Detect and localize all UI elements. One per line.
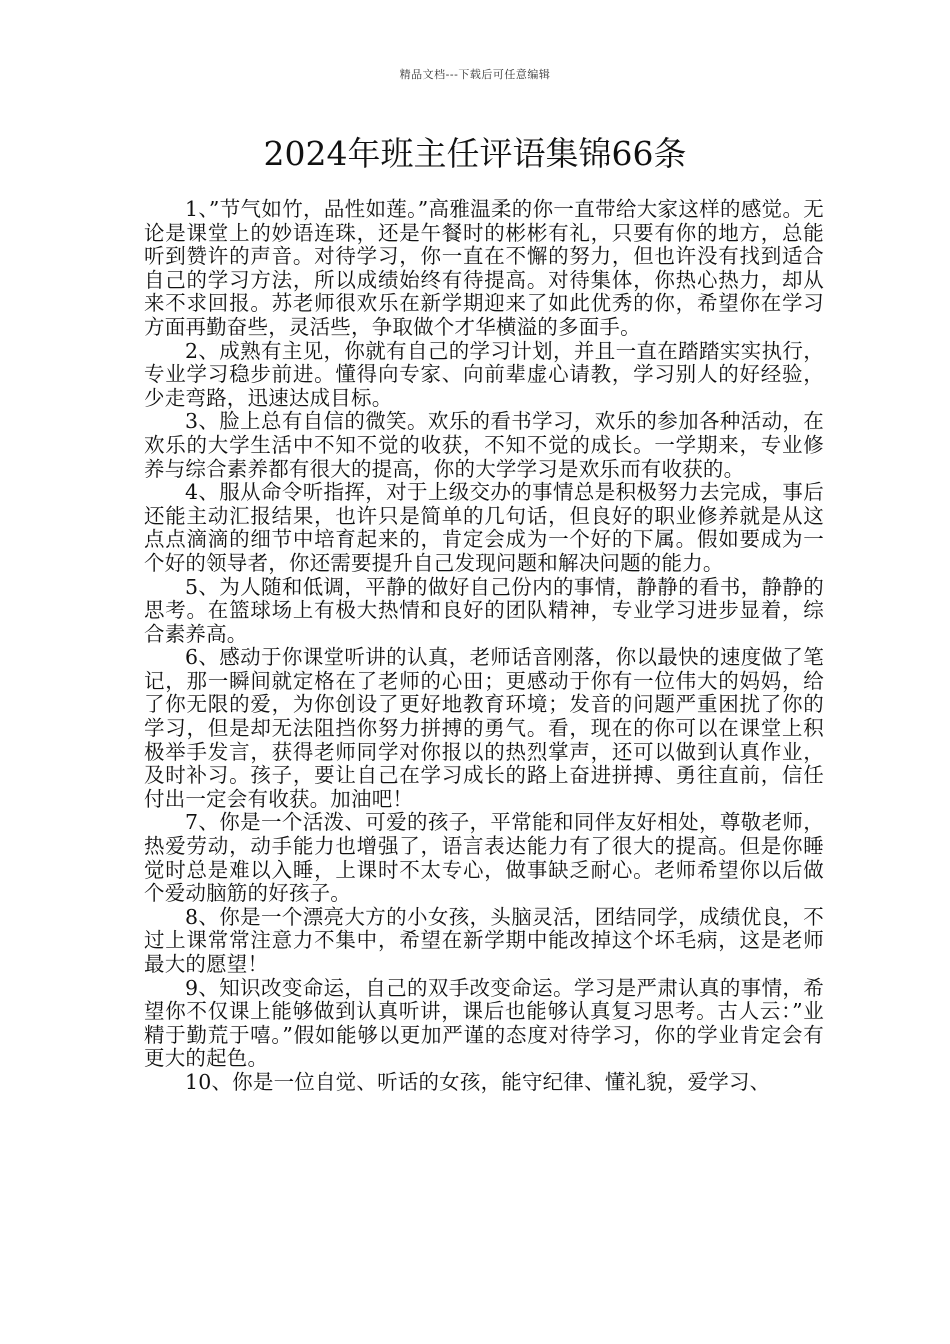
comment-paragraph-7: 7、你是一个活泼、可爱的孩子，平常能和同伴友好相处，尊敬老师，热爱劳动，动手能力也增强了，语言表达能力有了很大的提高。但是你睡觉时总是难以入睡，上课时不太专心，做事缺乏耐心。老师希望你以后做个爱动脑筋的好孩子。 [144, 810, 824, 906]
comment-paragraph-5: 5、为人随和低调，平静的做好自己份内的事情，静静的看书，静静的思考。在篮球场上有极大热情和良好的团队精神，专业学习进步显着，综合素养高。 [144, 574, 824, 646]
document-title: 2024年班主任评语集锦66条 [263, 134, 687, 173]
comment-paragraph-8: 8、你是一个漂亮大方的小女孩，头脑灵活，团结同学，成绩优良，不过上课常常注意力不集中，希望在新学期中能改掉这个坏毛病，这是老师最大的愿望！ [144, 904, 824, 976]
comment-paragraph-2: 2、成熟有主见，你就有自己的学习计划，并且一直在踏踏实实执行，专业学习稳步前进。懂得向专家、向前辈虚心请教，学习别人的好经验，少走弯路，迅速达成目标。 [144, 338, 824, 410]
header-note: 精品文档---下载后可任意编辑 [399, 68, 551, 81]
comment-paragraph-3: 3、脸上总有自信的微笑。欢乐的看书学习，欢乐的参加各种活动，在欢乐的大学生活中不知不觉的收获，不知不觉的成长。一学期来，专业修养与综合素养都有很大的提高，你的大学学习是欢乐而有收获的。 [144, 409, 824, 481]
comment-paragraph-1: 1、”节气如竹，品性如莲。”高雅温柔的你一直带给大家这样的感觉。无论是课堂上的妙语连珠，还是午餐时的彬彬有礼，只要有你的地方，总能听到赞许的声音。对待学习，你一直在不懈的努力，但也许没有找到适合自己的学习方法，所以成绩始终有待提高。对待集体，你热心热力，却从来不求回报。苏老师很欢乐在新学期迎来了如此优秀的你，希望你在学习方面再勤奋些，灵活些，争取做个才华横溢的多面手。 [144, 197, 824, 339]
comment-paragraph-9: 9、知识改变命运，自己的双手改变命运。学习是严肃认真的事情，希望你不仅课上能够做到认真听讲，课后也能够认真复习思考。古人云：”业精于勤荒于嘻。”假如能够以更加严谨的态度对待学习，你的学业肯定会有更大的起色。 [144, 975, 824, 1071]
comment-paragraph-6: 6、感动于你课堂听讲的认真，老师话音刚落，你以最快的速度做了笔记，那一瞬间就定格在了老师的心田；更感动于你有一位伟大的妈妈，给了你无限的爱，为你创设了更好地教育环境；发音的问题严重困扰了你的学习，但是却无法阻挡你努力拼搏的勇气。看，现在的你可以在课堂上积极举手发言，获得老师同学对你报以的热烈掌声，还可以做到认真作业，及时补习。孩子，要让自己在学习成长的路上奋进拼搏、勇往直前，信任付出一定会有收获。加油吧！ [144, 645, 824, 811]
document-body [144, 198, 824, 1095]
comment-paragraph-4: 4、服从命令听指挥，对于上级交办的事情总是积极努力去完成，事后还能主动汇报结果，也许只是简单的几句话，但良好的职业修养就是从这点点滴滴的细节中培育起来的，肯定会成为一个好的下属。假如要成为一个好的领导者，你还需要提升自己发现问题和解决问题的能力。 [144, 480, 824, 575]
comment-paragraph-10: 10、你是一位自觉、听话的女孩，能守纪律、懂礼貌，爱学习、 [185, 1069, 771, 1094]
